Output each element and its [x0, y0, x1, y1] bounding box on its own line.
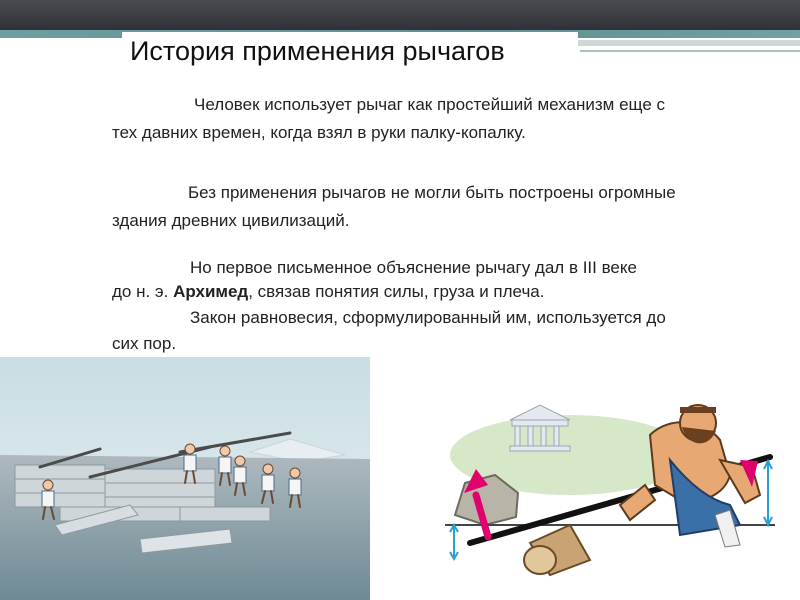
paragraph-3-line-1: Но первое письменное объяснение рычагу дал в III веке: [190, 258, 637, 277]
paragraph-1-line-2: тех давних времен, когда взял в руки палку-копалку.: [112, 123, 526, 142]
paragraph-3-prefix: до н. э.: [112, 282, 174, 301]
top-bar: [0, 0, 800, 30]
paragraph-3-line-2: [112, 279, 544, 305]
ancient-builders-illustration: [0, 357, 370, 600]
paragraph-3-line-4: сих пор.: [112, 334, 177, 353]
archimedes-name: Архимед: [173, 282, 249, 301]
paragraph-1-line-1: Человек использует рычаг как простейший механизм еще с: [194, 95, 666, 114]
archimedes-lever-illustration: [440, 365, 780, 590]
paragraph-2-line-2: здания древних цивилизаций.: [112, 211, 350, 230]
paragraph-3-suffix: , связав понятия силы, груза и плеча.: [248, 282, 545, 301]
slide-title: История применения рычагов: [122, 32, 578, 70]
accent-stripe-light: [560, 40, 800, 46]
paragraph-2-line-1: Без применения рычагов не могли быть построены огромные: [188, 183, 676, 202]
paragraph-3-line-3: Закон равновесия, сформулированный им, используется до: [190, 308, 666, 327]
accent-stripe-thin: [580, 50, 800, 52]
